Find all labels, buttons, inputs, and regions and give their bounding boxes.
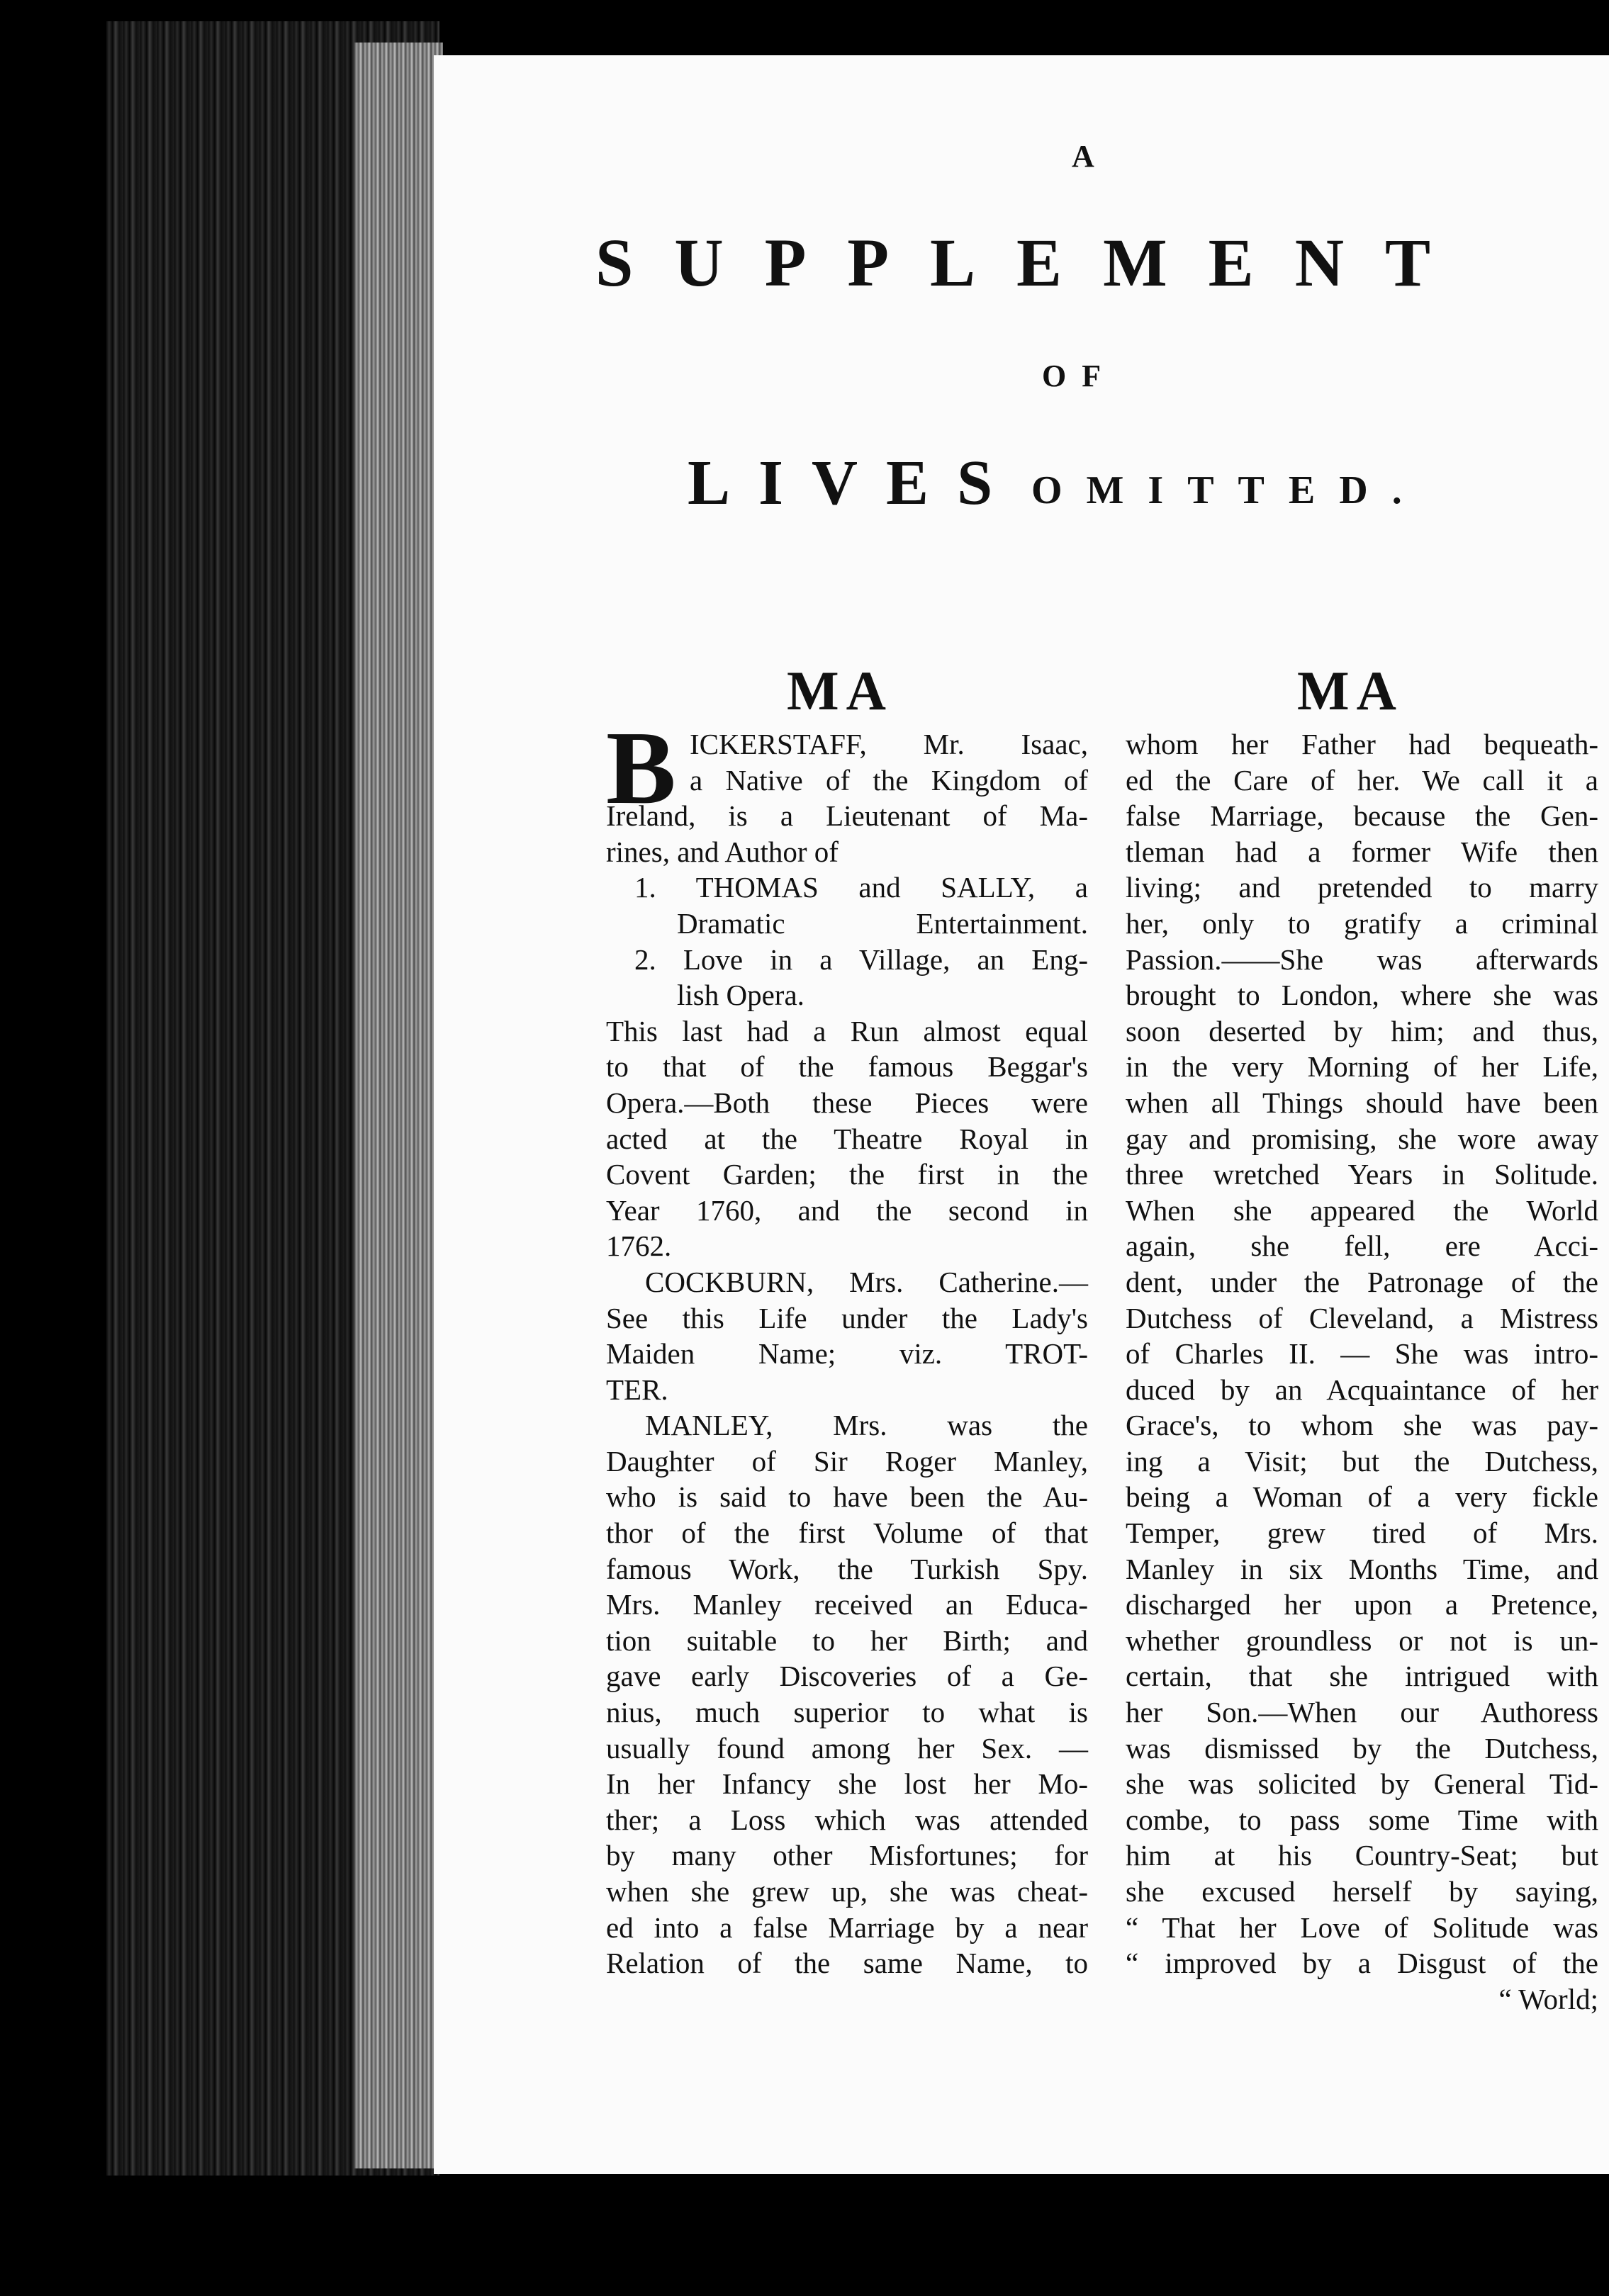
text-line: who is said to have been the Au-: [606, 1480, 1088, 1514]
text-line: Dramatic Entertainment.: [677, 906, 1088, 940]
text-line: 2. Love in a Village, an Eng-: [634, 942, 1088, 976]
text-line: ed into a false Marriage by a near: [606, 1910, 1088, 1944]
title-of: OF: [1042, 359, 1117, 393]
text-line: him at his Country-Seat; but: [1126, 1839, 1598, 1872]
text-line: Opera.—Both these Pieces were: [606, 1086, 1088, 1119]
text-line: three wretched Years in Solitude.: [1126, 1158, 1598, 1191]
text-line: famous Work, the Turkish Spy.: [606, 1552, 1088, 1585]
text-line: living; and pretended to marry: [1126, 871, 1598, 904]
text-line: of Charles II. — She was intro-: [1126, 1337, 1598, 1371]
text-line: “ That her Love of Solitude was: [1126, 1910, 1598, 1944]
text-line: Grace's, to whom she was pay-: [1126, 1409, 1598, 1442]
book-page-edges-highlight: [354, 43, 443, 2168]
text-line: a Native of the Kingdom of: [690, 763, 1088, 797]
text-line: combe, to pass some Time with: [1126, 1803, 1598, 1836]
title-lives: LIVES: [688, 448, 1021, 518]
text-line: was dismissed by the Dutchess,: [1126, 1731, 1598, 1765]
text-line: Maiden Name; viz. TROT-: [606, 1337, 1088, 1371]
text-line: Relation of the same Name, to: [606, 1947, 1088, 1980]
text-line: whom her Father had bequeath-: [1126, 728, 1598, 760]
text-line: Daughter of Sir Roger Manley,: [606, 1444, 1088, 1478]
title-article: A: [1072, 139, 1097, 174]
text-line: rines, and Author of: [606, 835, 839, 868]
text-line: tleman had a former Wife then: [1126, 835, 1598, 868]
text-line: COCKBURN, Mrs. Catherine.—: [645, 1265, 1088, 1298]
title-supplement: SUPPLEMENT: [595, 225, 1472, 300]
text-line: brought to London, where she was: [1126, 979, 1598, 1012]
text-line: In her Infancy she lost her Mo-: [606, 1767, 1088, 1801]
text-line: Ireland, is a Lieutenant of Ma-: [606, 799, 1088, 833]
text-line: to that of the famous Beggar's: [606, 1050, 1088, 1084]
text-line: See this Life under the Lady's: [606, 1301, 1088, 1334]
text-line: ing a Visit; but the Dutchess,: [1126, 1444, 1598, 1478]
right-text-column: [1126, 726, 1598, 2017]
text-line: This last had a Run almost equal: [606, 1014, 1088, 1047]
text-line: soon deserted by him; and thus,: [1126, 1014, 1598, 1047]
text-line: dent, under the Patronage of the: [1126, 1265, 1598, 1298]
text-line: Covent Garden; the first in the: [606, 1158, 1088, 1191]
text-line: tion suitable to her Birth; and: [606, 1623, 1088, 1657]
title-omitted: OMITTED.: [1031, 468, 1426, 512]
text-line: again, she fell, ere Acci-: [1126, 1229, 1598, 1263]
drop-cap: B: [606, 710, 676, 826]
text-line: Passion.——She was afterwards: [1126, 942, 1598, 976]
text-line: whether groundless or not is un-: [1126, 1623, 1598, 1657]
text-line: certain, that she intrigued with: [1126, 1660, 1598, 1693]
text-line: her, only to gratify a criminal: [1126, 906, 1598, 940]
text-line: being a Woman of a very fickle: [1126, 1480, 1598, 1514]
text-line: acted at the Theatre Royal in: [606, 1122, 1088, 1155]
running-head-left: MA: [787, 660, 893, 721]
text-line: lish Opera.: [677, 979, 804, 1012]
text-line: she excused herself by saying,: [1126, 1875, 1598, 1908]
text-line: gave early Discoveries of a Ge-: [606, 1660, 1088, 1693]
text-line: Temper, grew tired of Mrs.: [1126, 1516, 1598, 1550]
text-line: Dutchess of Cleveland, a Mistress: [1126, 1301, 1598, 1334]
text-line: ther; a Loss which was attended: [606, 1803, 1088, 1836]
text-line: TER.: [606, 1373, 668, 1406]
text-line: she was solicited by General Tid-: [1126, 1767, 1598, 1801]
text-line: thor of the first Volume of that: [606, 1516, 1088, 1550]
text-line: Year 1760, and the second in: [606, 1193, 1088, 1227]
text-line: gay and promising, she wore away: [1126, 1122, 1598, 1155]
text-line: Manley in six Months Time, and: [1126, 1552, 1598, 1585]
text-line: usually found among her Sex. —: [606, 1731, 1088, 1765]
text-line: ed the Care of her. We call it a: [1126, 763, 1598, 797]
text-line: discharged her upon a Pretence,: [1126, 1588, 1598, 1621]
text-line: duced by an Acquaintance of her: [1126, 1373, 1598, 1406]
text-line: ICKERSTAFF, Mr. Isaac,: [690, 728, 1088, 760]
text-line: MANLEY, Mrs. was the: [645, 1409, 1088, 1442]
text-line: Mrs. Manley received an Educa-: [606, 1588, 1088, 1621]
text-line: “ improved by a Disgust of the: [1126, 1947, 1598, 1980]
text-line: “ World;: [1498, 1982, 1598, 2015]
text-line: When she appeared the World: [1126, 1193, 1598, 1227]
text-line: 1. THOMAS and SALLY, a: [634, 871, 1088, 904]
text-line: false Marriage, because the Gen-: [1126, 799, 1598, 833]
text-line: when she grew up, she was cheat-: [606, 1875, 1088, 1908]
text-line: by many other Misfortunes; for: [606, 1839, 1088, 1872]
text-line: nius, much superior to what is: [606, 1696, 1088, 1729]
text-line: her Son.—When our Authoress: [1126, 1696, 1598, 1729]
text-line: in the very Morning of her Life,: [1126, 1050, 1598, 1084]
left-text-column: [606, 726, 1088, 1981]
text-line: when all Things should have been: [1126, 1086, 1598, 1119]
running-head-right: MA: [1297, 660, 1403, 721]
text-line: 1762.: [606, 1229, 672, 1263]
